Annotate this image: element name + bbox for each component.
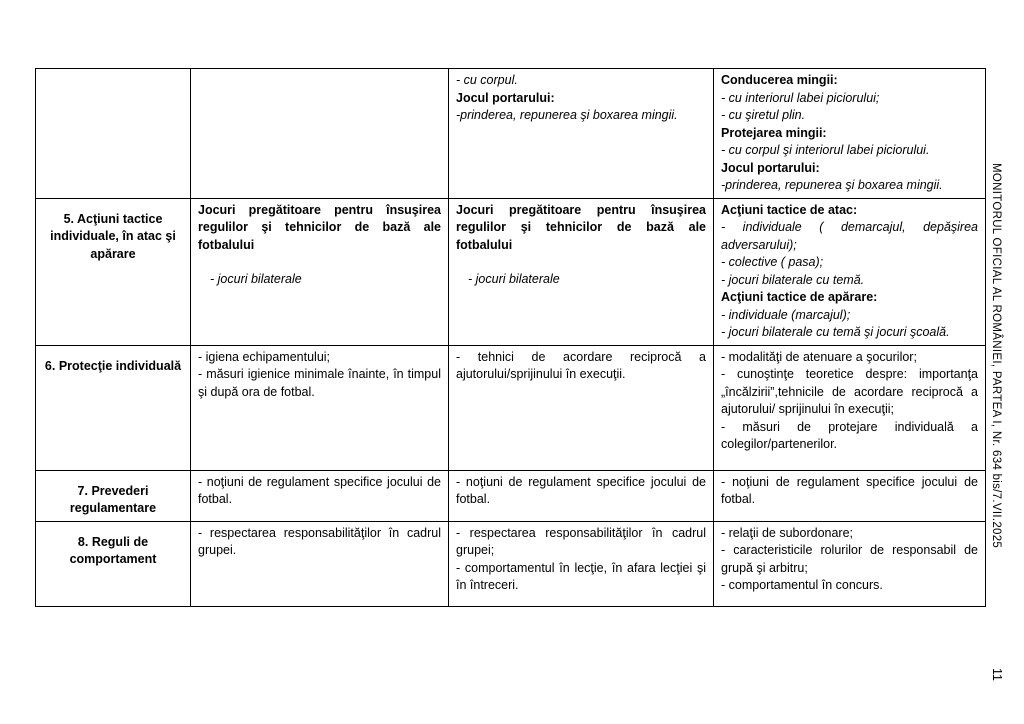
cell-line: - modalităţi de atenuare a şocurilor; bbox=[721, 349, 917, 364]
table-cell bbox=[714, 69, 986, 199]
cell-line: Conducerea mingii: bbox=[721, 73, 838, 87]
cell-line: - noţiuni de regulament specifice jocului de fotbal. bbox=[198, 474, 441, 506]
cell-line: - respectarea responsabilităţilor în cadrul grupei; bbox=[456, 525, 706, 557]
table-cell bbox=[449, 470, 714, 521]
table-cell bbox=[191, 345, 449, 470]
curriculum-table-body bbox=[36, 69, 986, 607]
cell-line: - măsuri de protejare individuală a colegilor/partenerilor. bbox=[721, 419, 978, 451]
table-cell bbox=[714, 521, 986, 606]
cell-line: -prinderea, repunerea şi boxarea mingii. bbox=[721, 178, 943, 192]
cell-line: - cu corpul şi interiorul labei piciorului. bbox=[721, 143, 930, 157]
page-number: 11 bbox=[990, 668, 1004, 681]
cell-line: - comportamentul în lecţie, în afara lecţiei şi în întreceri. bbox=[456, 560, 706, 592]
cell-line: - individuale (marcajul); bbox=[721, 307, 851, 322]
cell-line: - jocuri bilaterale cu temă şi jocuri şcoală. bbox=[721, 325, 950, 339]
table-cell bbox=[449, 345, 714, 470]
cell-line: - măsuri igienice minimale înainte, în timpul şi după ora de fotbal. bbox=[198, 367, 441, 399]
table-cell bbox=[36, 521, 191, 606]
table-cell bbox=[449, 69, 714, 199]
table-cell bbox=[191, 521, 449, 606]
cell-line: Acţiuni tactice de atac: bbox=[721, 202, 858, 217]
table-cell bbox=[36, 345, 191, 470]
table-cell bbox=[449, 198, 714, 345]
cell-line: - caracteristicile rolurilor de responsabil de grupă şi arbitru; bbox=[721, 543, 978, 575]
table-row bbox=[36, 470, 986, 521]
cell-line: - relaţii de subordonare; bbox=[721, 525, 854, 540]
cell-line: - colective ( pasa); bbox=[721, 255, 824, 269]
cell-line: 5. Acţiuni tactice individuale, în atac şi apărare bbox=[50, 211, 176, 261]
table-cell bbox=[36, 198, 191, 345]
cell-line: - noţiuni de regulament specifice jocului de fotbal. bbox=[456, 474, 706, 506]
table-cell bbox=[191, 69, 449, 199]
table-cell bbox=[714, 470, 986, 521]
table-cell bbox=[449, 521, 714, 606]
cell-line: -prinderea, repunerea şi boxarea mingii. bbox=[456, 108, 678, 122]
cell-line: Jocuri pregătitoare pentru însuşirea regulilor şi tehnicilor de bază ale fotbalului bbox=[456, 202, 706, 252]
cell-line: Protejarea mingii: bbox=[721, 125, 827, 140]
cell-line: - jocuri bilaterale cu temă. bbox=[721, 272, 865, 287]
cell-line: - tehnici de acordare reciprocă a ajutorului/sprijinului în execuţii. bbox=[456, 349, 706, 381]
cell-line: - igiena echipamentului; bbox=[198, 349, 331, 364]
table-cell bbox=[714, 198, 986, 345]
cell-line: - jocuri bilaterale bbox=[210, 272, 302, 286]
curriculum-table bbox=[35, 68, 986, 607]
table-cell bbox=[36, 470, 191, 521]
table-row bbox=[36, 69, 986, 199]
cell-line: - cu interiorul labei piciorului; bbox=[721, 90, 880, 105]
cell-line: Jocul portarului: bbox=[456, 90, 555, 105]
cell-line: Jocul portarului: bbox=[721, 160, 820, 175]
cell-line: 7. Prevederi regulamentare bbox=[69, 483, 157, 515]
table-cell bbox=[191, 470, 449, 521]
table-cell bbox=[714, 345, 986, 470]
sidebar-publication-title: MONITORUL OFICIAL AL ROMÂNIEI, PARTEA I, Nr. 634 bis/7.VII.2025 bbox=[990, 163, 1002, 549]
table-row bbox=[36, 345, 986, 470]
cell-line: - noţiuni de regulament specifice jocului de fotbal. bbox=[721, 474, 978, 506]
cell-line: - cu şiretul plin. bbox=[721, 108, 806, 122]
cell-line: 6. Protecţie individuală bbox=[44, 358, 182, 373]
table-cell bbox=[36, 69, 191, 199]
cell-line: Acţiuni tactice de apărare: bbox=[721, 290, 878, 304]
cell-line: - individuale ( demarcajul, depăşirea adversarului); bbox=[721, 220, 978, 252]
table-row bbox=[36, 521, 986, 606]
table-row bbox=[36, 198, 986, 345]
cell-line: Jocuri pregătitoare pentru însuşirea regulilor şi tehnicilor de bază ale fotbalului bbox=[198, 202, 441, 252]
cell-line: - comportamentul în concurs. bbox=[721, 578, 883, 592]
cell-line: 8. Reguli de comportament bbox=[69, 534, 157, 566]
cell-line: - cu corpul. bbox=[456, 73, 518, 87]
table-cell bbox=[191, 198, 449, 345]
cell-line: - jocuri bilaterale bbox=[468, 272, 560, 286]
cell-line: - respectarea responsabilităţilor în cadrul grupei. bbox=[198, 525, 441, 557]
cell-line: - cunoştinţe teoretice despre: importanţa „încălzirii”,tehnicile de acordare reciprocă a ajutorului/ sprijinului în execuţii; bbox=[721, 367, 978, 416]
